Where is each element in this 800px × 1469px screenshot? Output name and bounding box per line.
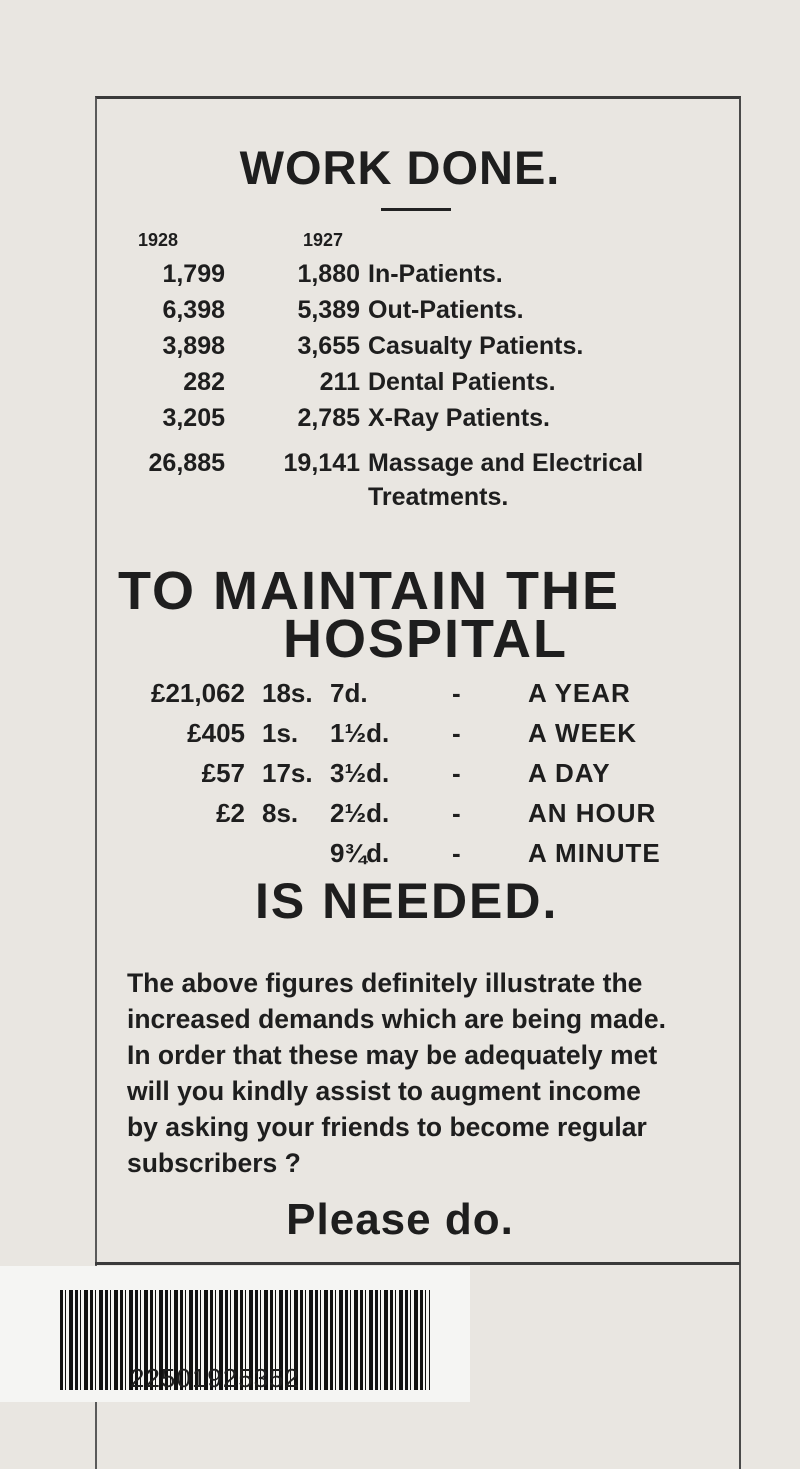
appeal-line: will you kindly assist to augment income [127, 1076, 641, 1106]
stats-row [0, 404, 800, 440]
stat-label: X-Ray Patients. [368, 404, 551, 432]
value-1927: 2,785 [297, 404, 360, 432]
page-border-bottom [95, 1262, 740, 1265]
appeal-line: In order that these may be adequately met [127, 1040, 658, 1070]
stat-label: Casualty Patients. [368, 332, 584, 360]
value-1928: 3,898 [162, 332, 225, 360]
cost-pounds: £2 [216, 798, 245, 828]
value-1927: 19,141 [283, 449, 360, 477]
cost-shillings: 1s. [262, 718, 299, 748]
maintain-heading: TO MAINTAIN THE [118, 561, 620, 621]
value-1927: 211 [319, 368, 360, 396]
value-1927: 1,880 [297, 260, 360, 288]
value-1928: 6,398 [162, 296, 225, 324]
cost-pence: 9¾d. [330, 838, 390, 868]
stat-label: Dental Patients. [368, 368, 556, 396]
appeal-paragraph [127, 965, 727, 1181]
cost-shillings: 17s. [262, 758, 313, 788]
appeal-line: by asking your friends to become regular [127, 1112, 647, 1142]
cost-dash: - [452, 678, 461, 708]
appeal-line: subscribers ? [127, 1148, 301, 1178]
title-rule [381, 208, 451, 211]
maintain-heading-hospital: HOSPITAL [283, 609, 568, 669]
please-do: Please do. [286, 1195, 514, 1244]
column-header-1927: 1927 [303, 230, 344, 250]
cost-pence: 3½d. [330, 758, 390, 788]
cost-shillings: 8s. [262, 798, 299, 828]
value-1928: 282 [183, 368, 225, 396]
cost-pounds: £21,062 [151, 678, 245, 708]
cost-dash: - [452, 798, 461, 828]
appeal-line: increased demands which are being made. [127, 1004, 667, 1034]
cost-period: A WEEK [528, 718, 638, 748]
cost-pence: 1½d. [330, 718, 390, 748]
cost-period: A YEAR [528, 678, 631, 708]
stat-label: Massage and Electrical [368, 449, 644, 477]
cost-dash: - [452, 838, 461, 868]
cost-pence: 7d. [330, 678, 368, 708]
cost-dash: - [452, 758, 461, 788]
stats-row [0, 449, 800, 485]
stats-row [0, 260, 800, 296]
cost-period: AN HOUR [528, 798, 657, 828]
value-1928: 3,205 [162, 404, 225, 432]
stat-label-continued: Treatments. [368, 483, 509, 511]
column-header-1928: 1928 [138, 230, 179, 250]
stat-label: In-Patients. [368, 260, 503, 288]
needed-heading: IS NEEDED. [255, 873, 559, 929]
cost-row [0, 718, 800, 758]
cost-row [0, 758, 800, 798]
cost-period: A MINUTE [528, 838, 661, 868]
stat-label: Out-Patients. [368, 296, 524, 324]
cost-pence: 2½d. [330, 798, 390, 828]
cost-pounds: £57 [201, 758, 245, 788]
cost-dash: - [452, 718, 461, 748]
cost-period: A DAY [528, 758, 611, 788]
value-1927: 5,389 [297, 296, 360, 324]
appeal-line: The above figures definitely illustrate the [127, 968, 643, 998]
stats-row [0, 296, 800, 332]
barcode-number: 22501925352 [130, 1363, 301, 1393]
cost-pounds: £405 [187, 718, 245, 748]
stats-row [0, 332, 800, 368]
cost-row [0, 678, 800, 718]
value-1928: 26,885 [148, 449, 225, 477]
value-1928: 1,799 [162, 260, 225, 288]
cost-shillings: 18s. [262, 678, 313, 708]
cost-row [0, 798, 800, 838]
page-title: WORK DONE. [239, 141, 561, 194]
stats-row [0, 368, 800, 404]
value-1927: 3,655 [297, 332, 360, 360]
